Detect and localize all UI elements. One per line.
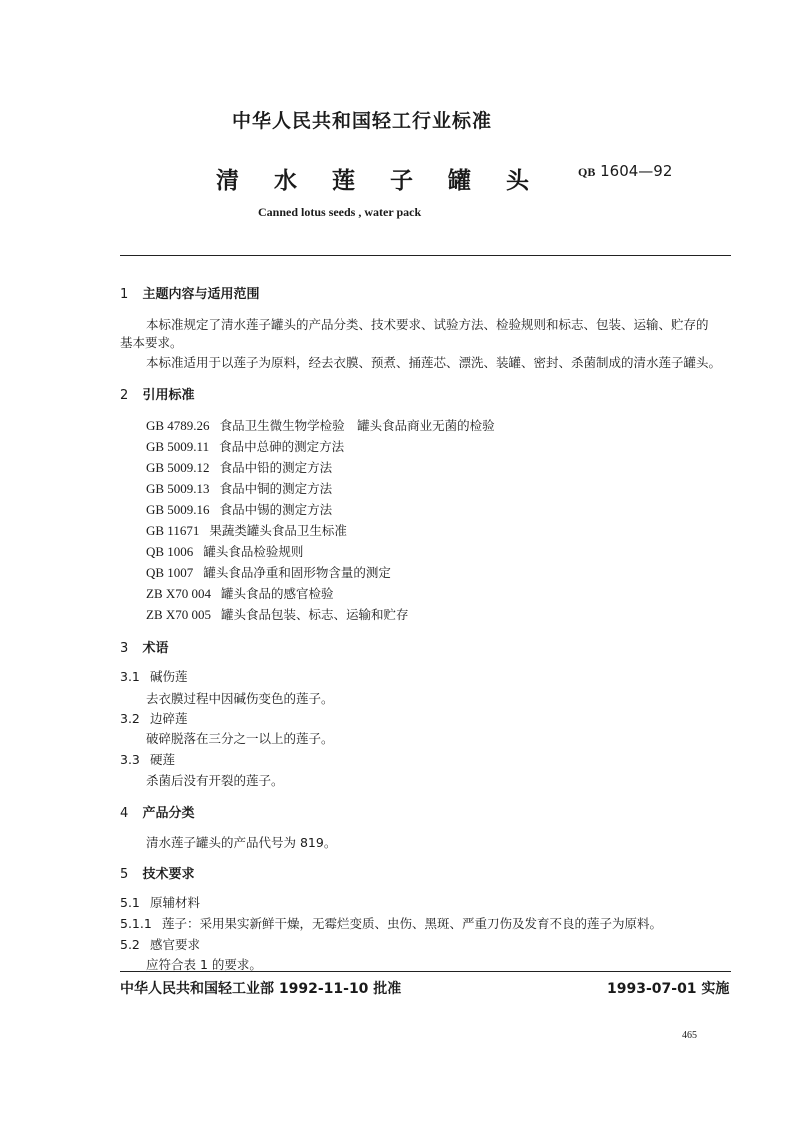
reference-name: 食品中铅的测定方法 [219, 460, 333, 475]
clause-5-1-title: 原辅材料 [149, 895, 200, 910]
reference-code: QB 1007 [146, 565, 194, 580]
clause-5-2 [120, 935, 200, 953]
document-title: 清水莲子罐头 [216, 168, 564, 194]
term-3-2-title: 边碎莲 [149, 711, 188, 726]
section-4-number: 4 [120, 806, 129, 821]
term-3-2 [120, 709, 188, 727]
reference-item [146, 563, 391, 581]
term-3-1-number: 3.1 [120, 669, 140, 684]
section-4-heading [120, 802, 195, 821]
section-5-number: 5 [120, 867, 129, 882]
term-3-3-definition: 杀菌后没有开裂的莲子。 [146, 773, 284, 788]
section-1-para-2: 本标准适用于以莲子为原料，经去衣膜、预煮、捅莲芯、漂洗、装罐、密封、杀菌制成的清水莲子罐头。 [146, 355, 722, 370]
clause-5-1 [120, 893, 200, 911]
reference-code: GB 4789.26 [146, 418, 210, 433]
reference-item [146, 521, 347, 539]
reference-name: 罐头食品包装、标志、运输和贮存 [221, 607, 409, 622]
term-3-3-number: 3.3 [120, 752, 140, 767]
reference-name: 食品中锡的测定方法 [219, 502, 333, 517]
term-3-2-definition: 破碎脱落在三分之一以上的莲子。 [146, 731, 334, 746]
english-title: Canned lotus seeds , water pack [258, 205, 422, 219]
clause-5-1-number: 5.1 [120, 895, 140, 910]
section-1-para-1-line-1: 本标准规定了清水莲子罐头的产品分类、技术要求、试验方法、检验规则和标志、包装、运输、贮存的 [146, 317, 709, 332]
term-3-3 [120, 750, 175, 768]
standard-number: 1604—92 [600, 162, 673, 180]
reference-code: GB 11671 [146, 523, 200, 538]
section-5-title: 技术要求 [142, 867, 195, 882]
reference-name: 罐头食品检验规则 [203, 544, 304, 559]
section-4-title: 产品分类 [142, 806, 195, 821]
section-5-heading [120, 863, 195, 882]
reference-name: 食品卫生微生物学检验 罐头食品商业无菌的检验 [219, 418, 495, 433]
clause-5-2-number: 5.2 [120, 937, 140, 952]
term-3-1-title: 碱伤莲 [149, 669, 188, 684]
ministry-title: 中华人民共和国轻工行业标准 [232, 110, 493, 132]
reference-item [146, 479, 332, 497]
reference-item [146, 416, 495, 434]
reference-item [146, 542, 303, 560]
clause-5-2-text: 应符合表 1 的要求。 [146, 957, 262, 972]
reference-code: ZB X70 005 [146, 607, 211, 622]
clause-5-1-1 [120, 914, 662, 932]
standard-prefix: QB [578, 165, 596, 179]
reference-name: 罐头食品净重和固形物含量的测定 [203, 565, 391, 580]
term-3-1-definition: 去衣膜过程中因碱伤变色的莲子。 [146, 691, 334, 706]
standard-code [578, 162, 672, 180]
section-1-number: 1 [120, 287, 129, 302]
reference-name: 食品中铜的测定方法 [219, 481, 333, 496]
reference-code: GB 5009.12 [146, 460, 210, 475]
page-number: 465 [682, 1030, 697, 1041]
clause-5-1-1-text: 莲子：采用果实新鲜干燥，无霉烂变质、虫伤、黑斑、严重刀伤及发育不良的莲子为原料。 [161, 916, 662, 931]
section-3-heading [120, 637, 169, 656]
section-2-heading [120, 384, 195, 403]
reference-code: GB 5009.16 [146, 502, 210, 517]
clause-5-2-title: 感官要求 [149, 937, 200, 952]
section-1-para-1-line-2: 基本要求。 [120, 335, 183, 350]
reference-item [146, 458, 332, 476]
reference-item [146, 605, 409, 623]
effective-date: 1993-07-01 实施 [607, 981, 730, 997]
reference-name: 罐头食品的感官检验 [221, 586, 334, 601]
footer-divider [120, 971, 731, 972]
header-divider [120, 255, 731, 256]
reference-code: QB 1006 [146, 544, 194, 559]
section-1-heading [120, 283, 260, 302]
reference-code: ZB X70 004 [146, 586, 211, 601]
term-3-3-title: 硬莲 [149, 752, 175, 767]
section-4-text: 清水莲子罐头的产品代号为 819。 [146, 835, 337, 850]
section-3-title: 术语 [142, 641, 169, 656]
reference-name: 果蔬类罐头食品卫生标准 [209, 523, 347, 538]
reference-name: 食品中总砷的测定方法 [219, 439, 345, 454]
reference-code: GB 5009.13 [146, 481, 210, 496]
section-3-number: 3 [120, 641, 129, 656]
section-2-title: 引用标准 [142, 388, 195, 403]
reference-item [146, 500, 332, 518]
section-2-number: 2 [120, 388, 129, 403]
term-3-1 [120, 667, 188, 685]
reference-code: GB 5009.11 [146, 439, 210, 454]
clause-5-1-1-number: 5.1.1 [120, 916, 152, 931]
section-1-title: 主题内容与适用范围 [142, 287, 260, 302]
term-3-2-number: 3.2 [120, 711, 140, 726]
approval-statement: 中华人民共和国轻工业部 1992-11-10 批准 [120, 981, 402, 997]
reference-item [146, 584, 334, 602]
reference-item [146, 437, 344, 455]
